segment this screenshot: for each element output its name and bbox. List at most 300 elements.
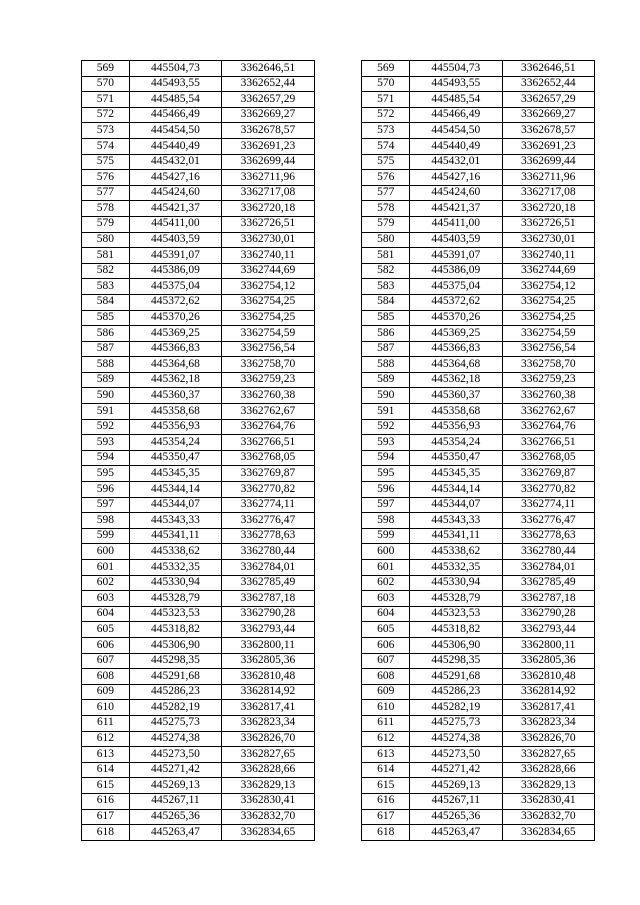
column-gap: [314, 778, 362, 794]
right-y-coordinate-cell: 3362691,23: [502, 138, 594, 154]
right-point-number-cell: 616: [362, 793, 410, 809]
left-y-coordinate-cell: 3362762,67: [222, 404, 314, 420]
right-y-coordinate-cell: 3362787,18: [502, 591, 594, 607]
table-row: [82, 170, 595, 186]
left-y-coordinate-cell: 3362646,51: [222, 61, 314, 77]
column-gap: [314, 248, 362, 264]
table-row: [82, 809, 595, 825]
left-point-number-cell: 612: [82, 731, 130, 747]
right-point-number-cell: 590: [362, 388, 410, 404]
table-row: [82, 497, 595, 513]
right-y-coordinate-cell: 3362817,41: [502, 700, 594, 716]
column-gap: [314, 123, 362, 139]
right-x-coordinate-cell: 445370,26: [410, 310, 502, 326]
right-point-number-cell: 582: [362, 263, 410, 279]
left-point-number-cell: 569: [82, 61, 130, 77]
right-point-number-cell: 579: [362, 216, 410, 232]
left-point-number-cell: 589: [82, 372, 130, 388]
left-point-number-cell: 582: [82, 263, 130, 279]
table-row: [82, 263, 595, 279]
left-point-number-cell: 584: [82, 294, 130, 310]
left-point-number-cell: 572: [82, 107, 130, 123]
right-point-number-cell: 588: [362, 357, 410, 373]
table-row: [82, 248, 595, 264]
left-x-coordinate-cell: 445432,01: [129, 154, 221, 170]
table-row: [82, 61, 595, 77]
column-gap: [314, 684, 362, 700]
right-point-number-cell: 594: [362, 450, 410, 466]
right-x-coordinate-cell: 445328,79: [410, 591, 502, 607]
left-point-number-cell: 603: [82, 591, 130, 607]
right-x-coordinate-cell: 445372,62: [410, 294, 502, 310]
left-x-coordinate-cell: 445354,24: [129, 435, 221, 451]
left-point-number-cell: 594: [82, 450, 130, 466]
column-gap: [314, 92, 362, 108]
left-point-number-cell: 613: [82, 747, 130, 763]
column-gap: [314, 560, 362, 576]
right-point-number-cell: 591: [362, 404, 410, 420]
left-y-coordinate-cell: 3362744,69: [222, 263, 314, 279]
table-row: [82, 544, 595, 560]
column-gap: [314, 466, 362, 482]
right-point-number-cell: 586: [362, 326, 410, 342]
left-point-number-cell: 597: [82, 497, 130, 513]
left-x-coordinate-cell: 445323,53: [129, 606, 221, 622]
left-y-coordinate-cell: 3362657,29: [222, 92, 314, 108]
left-point-number-cell: 596: [82, 482, 130, 498]
right-x-coordinate-cell: 445432,01: [410, 154, 502, 170]
table-row: [82, 216, 595, 232]
table-row: [82, 154, 595, 170]
right-x-coordinate-cell: 445269,13: [410, 778, 502, 794]
right-x-coordinate-cell: 445454,50: [410, 123, 502, 139]
left-point-number-cell: 588: [82, 357, 130, 373]
right-x-coordinate-cell: 445350,47: [410, 450, 502, 466]
left-y-coordinate-cell: 3362829,13: [222, 778, 314, 794]
right-point-number-cell: 585: [362, 310, 410, 326]
right-x-coordinate-cell: 445274,38: [410, 731, 502, 747]
right-x-coordinate-cell: 445354,24: [410, 435, 502, 451]
right-y-coordinate-cell: 3362830,41: [502, 793, 594, 809]
left-point-number-cell: 599: [82, 528, 130, 544]
right-y-coordinate-cell: 3362760,38: [502, 388, 594, 404]
left-x-coordinate-cell: 445504,73: [129, 61, 221, 77]
left-y-coordinate-cell: 3362785,49: [222, 575, 314, 591]
right-point-number-cell: 577: [362, 185, 410, 201]
left-x-coordinate-cell: 445364,68: [129, 357, 221, 373]
left-x-coordinate-cell: 445282,19: [129, 700, 221, 716]
column-gap: [314, 762, 362, 778]
right-point-number-cell: 611: [362, 715, 410, 731]
right-y-coordinate-cell: 3362764,76: [502, 419, 594, 435]
left-point-number-cell: 616: [82, 793, 130, 809]
table-row: [82, 435, 595, 451]
right-x-coordinate-cell: 445411,00: [410, 216, 502, 232]
right-point-number-cell: 598: [362, 513, 410, 529]
column-gap: [314, 170, 362, 186]
right-y-coordinate-cell: 3362744,69: [502, 263, 594, 279]
table-row: [82, 76, 595, 92]
table-row: [82, 326, 595, 342]
table-row: [82, 107, 595, 123]
left-y-coordinate-cell: 3362754,12: [222, 279, 314, 295]
left-point-number-cell: 606: [82, 637, 130, 653]
right-x-coordinate-cell: 445493,55: [410, 76, 502, 92]
left-y-coordinate-cell: 3362805,36: [222, 653, 314, 669]
column-gap: [314, 669, 362, 685]
left-y-coordinate-cell: 3362754,25: [222, 310, 314, 326]
right-x-coordinate-cell: 445421,37: [410, 201, 502, 217]
left-point-number-cell: 583: [82, 279, 130, 295]
left-point-number-cell: 587: [82, 341, 130, 357]
right-x-coordinate-cell: 445271,42: [410, 762, 502, 778]
column-gap: [314, 731, 362, 747]
table-row: [82, 466, 595, 482]
column-gap: [314, 450, 362, 466]
left-y-coordinate-cell: 3362768,05: [222, 450, 314, 466]
column-gap: [314, 404, 362, 420]
right-y-coordinate-cell: 3362800,11: [502, 637, 594, 653]
right-y-coordinate-cell: 3362828,66: [502, 762, 594, 778]
right-point-number-cell: 612: [362, 731, 410, 747]
left-point-number-cell: 608: [82, 669, 130, 685]
left-x-coordinate-cell: 445466,49: [129, 107, 221, 123]
right-point-number-cell: 608: [362, 669, 410, 685]
left-y-coordinate-cell: 3362754,25: [222, 294, 314, 310]
right-point-number-cell: 581: [362, 248, 410, 264]
right-x-coordinate-cell: 445485,54: [410, 92, 502, 108]
left-x-coordinate-cell: 445330,94: [129, 575, 221, 591]
coordinates-table: [81, 60, 595, 841]
column-gap: [314, 528, 362, 544]
left-x-coordinate-cell: 445332,35: [129, 560, 221, 576]
column-gap: [314, 482, 362, 498]
right-x-coordinate-cell: 445263,47: [410, 825, 502, 841]
column-gap: [314, 825, 362, 841]
right-y-coordinate-cell: 3362834,65: [502, 825, 594, 841]
right-point-number-cell: 573: [362, 123, 410, 139]
right-x-coordinate-cell: 445338,62: [410, 544, 502, 560]
table-row: [82, 715, 595, 731]
column-gap: [314, 61, 362, 77]
right-point-number-cell: 572: [362, 107, 410, 123]
left-point-number-cell: 610: [82, 700, 130, 716]
table-row: [82, 138, 595, 154]
table-row: [82, 123, 595, 139]
table-row: [82, 793, 595, 809]
left-y-coordinate-cell: 3362826,70: [222, 731, 314, 747]
left-x-coordinate-cell: 445345,35: [129, 466, 221, 482]
column-gap: [314, 637, 362, 653]
table-row: [82, 762, 595, 778]
right-y-coordinate-cell: 3362657,29: [502, 92, 594, 108]
left-point-number-cell: 598: [82, 513, 130, 529]
table-row: [82, 92, 595, 108]
right-y-coordinate-cell: 3362780,44: [502, 544, 594, 560]
right-point-number-cell: 610: [362, 700, 410, 716]
column-gap: [314, 575, 362, 591]
left-y-coordinate-cell: 3362758,70: [222, 357, 314, 373]
column-gap: [314, 107, 362, 123]
table-row: [82, 700, 595, 716]
left-x-coordinate-cell: 445427,16: [129, 170, 221, 186]
left-point-number-cell: 601: [82, 560, 130, 576]
column-gap: [314, 715, 362, 731]
table-row: [82, 747, 595, 763]
left-y-coordinate-cell: 3362730,01: [222, 232, 314, 248]
right-x-coordinate-cell: 445358,68: [410, 404, 502, 420]
right-point-number-cell: 570: [362, 76, 410, 92]
table-row: [82, 232, 595, 248]
column-gap: [314, 232, 362, 248]
table-row: [82, 591, 595, 607]
right-point-number-cell: 617: [362, 809, 410, 825]
left-x-coordinate-cell: 445362,18: [129, 372, 221, 388]
left-y-coordinate-cell: 3362828,66: [222, 762, 314, 778]
left-x-coordinate-cell: 445391,07: [129, 248, 221, 264]
left-y-coordinate-cell: 3362720,18: [222, 201, 314, 217]
column-gap: [314, 544, 362, 560]
left-y-coordinate-cell: 3362830,41: [222, 793, 314, 809]
right-point-number-cell: 597: [362, 497, 410, 513]
right-point-number-cell: 596: [362, 482, 410, 498]
column-gap: [314, 419, 362, 435]
left-x-coordinate-cell: 445263,47: [129, 825, 221, 841]
right-x-coordinate-cell: 445424,60: [410, 185, 502, 201]
column-gap: [314, 310, 362, 326]
right-point-number-cell: 602: [362, 575, 410, 591]
right-x-coordinate-cell: 445318,82: [410, 622, 502, 638]
left-x-coordinate-cell: 445269,13: [129, 778, 221, 794]
left-point-number-cell: 593: [82, 435, 130, 451]
right-x-coordinate-cell: 445345,35: [410, 466, 502, 482]
left-point-number-cell: 581: [82, 248, 130, 264]
right-x-coordinate-cell: 445427,16: [410, 170, 502, 186]
right-x-coordinate-cell: 445366,83: [410, 341, 502, 357]
left-x-coordinate-cell: 445369,25: [129, 326, 221, 342]
left-x-coordinate-cell: 445275,73: [129, 715, 221, 731]
table-row: [82, 637, 595, 653]
left-x-coordinate-cell: 445318,82: [129, 622, 221, 638]
left-y-coordinate-cell: 3362770,82: [222, 482, 314, 498]
column-gap: [314, 591, 362, 607]
column-gap: [314, 606, 362, 622]
table-row: [82, 731, 595, 747]
column-gap: [314, 154, 362, 170]
right-point-number-cell: 593: [362, 435, 410, 451]
table-row: [82, 825, 595, 841]
left-y-coordinate-cell: 3362678,57: [222, 123, 314, 139]
right-point-number-cell: 618: [362, 825, 410, 841]
left-point-number-cell: 575: [82, 154, 130, 170]
table-row: [82, 560, 595, 576]
left-y-coordinate-cell: 3362760,38: [222, 388, 314, 404]
table-row: [82, 575, 595, 591]
right-point-number-cell: 614: [362, 762, 410, 778]
left-x-coordinate-cell: 445386,09: [129, 263, 221, 279]
right-point-number-cell: 580: [362, 232, 410, 248]
right-y-coordinate-cell: 3362769,87: [502, 466, 594, 482]
left-x-coordinate-cell: 445350,47: [129, 450, 221, 466]
right-x-coordinate-cell: 445298,35: [410, 653, 502, 669]
left-point-number-cell: 609: [82, 684, 130, 700]
left-point-number-cell: 602: [82, 575, 130, 591]
table-row: [82, 201, 595, 217]
right-y-coordinate-cell: 3362717,08: [502, 185, 594, 201]
right-point-number-cell: 587: [362, 341, 410, 357]
right-x-coordinate-cell: 445364,68: [410, 357, 502, 373]
left-point-number-cell: 571: [82, 92, 130, 108]
right-point-number-cell: 595: [362, 466, 410, 482]
left-y-coordinate-cell: 3362776,47: [222, 513, 314, 529]
right-x-coordinate-cell: 445341,11: [410, 528, 502, 544]
right-y-coordinate-cell: 3362754,59: [502, 326, 594, 342]
left-y-coordinate-cell: 3362756,54: [222, 341, 314, 357]
table-row: [82, 513, 595, 529]
table-row: [82, 310, 595, 326]
left-point-number-cell: 600: [82, 544, 130, 560]
left-point-number-cell: 578: [82, 201, 130, 217]
right-y-coordinate-cell: 3362770,82: [502, 482, 594, 498]
table-row: [82, 419, 595, 435]
left-x-coordinate-cell: 445358,68: [129, 404, 221, 420]
right-x-coordinate-cell: 445291,68: [410, 669, 502, 685]
table-row: [82, 357, 595, 373]
left-y-coordinate-cell: 3362754,59: [222, 326, 314, 342]
right-y-coordinate-cell: 3362790,28: [502, 606, 594, 622]
left-x-coordinate-cell: 445343,33: [129, 513, 221, 529]
right-y-coordinate-cell: 3362774,11: [502, 497, 594, 513]
right-y-coordinate-cell: 3362784,01: [502, 560, 594, 576]
left-y-coordinate-cell: 3362832,70: [222, 809, 314, 825]
right-x-coordinate-cell: 445273,50: [410, 747, 502, 763]
left-x-coordinate-cell: 445274,38: [129, 731, 221, 747]
right-point-number-cell: 592: [362, 419, 410, 435]
right-y-coordinate-cell: 3362740,11: [502, 248, 594, 264]
left-y-coordinate-cell: 3362726,51: [222, 216, 314, 232]
table-row: [82, 669, 595, 685]
right-x-coordinate-cell: 445267,11: [410, 793, 502, 809]
right-point-number-cell: 575: [362, 154, 410, 170]
right-y-coordinate-cell: 3362726,51: [502, 216, 594, 232]
table-row: [82, 653, 595, 669]
left-x-coordinate-cell: 445421,37: [129, 201, 221, 217]
left-y-coordinate-cell: 3362669,27: [222, 107, 314, 123]
left-x-coordinate-cell: 445273,50: [129, 747, 221, 763]
right-y-coordinate-cell: 3362762,67: [502, 404, 594, 420]
right-x-coordinate-cell: 445306,90: [410, 637, 502, 653]
left-point-number-cell: 590: [82, 388, 130, 404]
column-gap: [314, 185, 362, 201]
right-x-coordinate-cell: 445440,49: [410, 138, 502, 154]
column-gap: [314, 326, 362, 342]
left-point-number-cell: 580: [82, 232, 130, 248]
column-gap: [314, 747, 362, 763]
left-point-number-cell: 576: [82, 170, 130, 186]
coordinates-table-body: [82, 61, 595, 841]
right-point-number-cell: 578: [362, 201, 410, 217]
right-y-coordinate-cell: 3362832,70: [502, 809, 594, 825]
left-point-number-cell: 591: [82, 404, 130, 420]
left-point-number-cell: 574: [82, 138, 130, 154]
table-row: [82, 606, 595, 622]
right-y-coordinate-cell: 3362754,25: [502, 310, 594, 326]
left-y-coordinate-cell: 3362740,11: [222, 248, 314, 264]
right-x-coordinate-cell: 445275,73: [410, 715, 502, 731]
left-x-coordinate-cell: 445291,68: [129, 669, 221, 685]
left-x-coordinate-cell: 445344,07: [129, 497, 221, 513]
right-y-coordinate-cell: 3362829,13: [502, 778, 594, 794]
right-y-coordinate-cell: 3362730,01: [502, 232, 594, 248]
right-point-number-cell: 609: [362, 684, 410, 700]
right-point-number-cell: 584: [362, 294, 410, 310]
column-gap: [314, 138, 362, 154]
left-y-coordinate-cell: 3362810,48: [222, 669, 314, 685]
column-gap: [314, 201, 362, 217]
left-x-coordinate-cell: 445328,79: [129, 591, 221, 607]
right-y-coordinate-cell: 3362814,92: [502, 684, 594, 700]
table-row: [82, 450, 595, 466]
table-row: [82, 294, 595, 310]
left-y-coordinate-cell: 3362823,34: [222, 715, 314, 731]
column-gap: [314, 294, 362, 310]
right-point-number-cell: 571: [362, 92, 410, 108]
right-x-coordinate-cell: 445344,14: [410, 482, 502, 498]
left-y-coordinate-cell: 3362711,96: [222, 170, 314, 186]
left-point-number-cell: 607: [82, 653, 130, 669]
column-gap: [314, 279, 362, 295]
left-y-coordinate-cell: 3362778,63: [222, 528, 314, 544]
left-point-number-cell: 579: [82, 216, 130, 232]
left-x-coordinate-cell: 445366,83: [129, 341, 221, 357]
left-x-coordinate-cell: 445267,11: [129, 793, 221, 809]
column-gap: [314, 388, 362, 404]
column-gap: [314, 263, 362, 279]
right-y-coordinate-cell: 3362711,96: [502, 170, 594, 186]
left-y-coordinate-cell: 3362834,65: [222, 825, 314, 841]
left-x-coordinate-cell: 445298,35: [129, 653, 221, 669]
right-point-number-cell: 613: [362, 747, 410, 763]
left-y-coordinate-cell: 3362774,11: [222, 497, 314, 513]
right-point-number-cell: 607: [362, 653, 410, 669]
right-point-number-cell: 600: [362, 544, 410, 560]
left-point-number-cell: 604: [82, 606, 130, 622]
table-row: [82, 341, 595, 357]
column-gap: [314, 357, 362, 373]
column-gap: [314, 341, 362, 357]
left-x-coordinate-cell: 445424,60: [129, 185, 221, 201]
left-y-coordinate-cell: 3362817,41: [222, 700, 314, 716]
left-point-number-cell: 592: [82, 419, 130, 435]
left-x-coordinate-cell: 445493,55: [129, 76, 221, 92]
right-point-number-cell: 605: [362, 622, 410, 638]
left-y-coordinate-cell: 3362784,01: [222, 560, 314, 576]
left-x-coordinate-cell: 445454,50: [129, 123, 221, 139]
left-y-coordinate-cell: 3362764,76: [222, 419, 314, 435]
table-row: [82, 372, 595, 388]
right-y-coordinate-cell: 3362805,36: [502, 653, 594, 669]
column-gap: [314, 622, 362, 638]
column-gap: [314, 76, 362, 92]
left-y-coordinate-cell: 3362790,28: [222, 606, 314, 622]
left-point-number-cell: 573: [82, 123, 130, 139]
left-point-number-cell: 618: [82, 825, 130, 841]
right-x-coordinate-cell: 445330,94: [410, 575, 502, 591]
left-y-coordinate-cell: 3362800,11: [222, 637, 314, 653]
right-x-coordinate-cell: 445343,33: [410, 513, 502, 529]
left-point-number-cell: 585: [82, 310, 130, 326]
left-x-coordinate-cell: 445375,04: [129, 279, 221, 295]
